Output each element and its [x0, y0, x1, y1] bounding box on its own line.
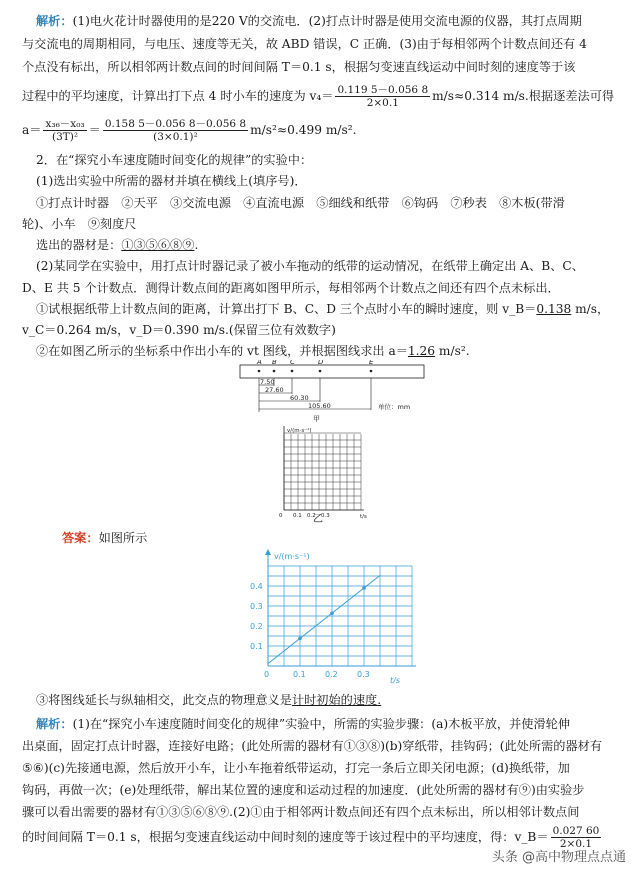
- chart-x-tick-label: 0: [264, 670, 270, 679]
- chart-x-tick-label: 0.2: [325, 670, 338, 679]
- point-c-label: C: [290, 360, 295, 366]
- chart-y-tick-label: 0.2: [250, 622, 263, 631]
- analysis-label-2: 解析：: [36, 717, 73, 731]
- question-2-subq-3: ③将图线延长与纵轴相交，此交点的物理意义是计时初始的速度.: [36, 693, 382, 707]
- y-axis-label: v/(m·s⁻¹): [287, 428, 312, 434]
- chart-series: [268, 575, 380, 663]
- distance-ac-label: 27.60: [265, 386, 284, 394]
- chart-y-tick-label: 0.3: [250, 602, 263, 611]
- analysis-2-line-4: 钩码，再做一次；(e)处理纸带，解出某位置的速度和运动过程的加速度．(此处所需的器材有⑨)由实验步: [22, 783, 585, 797]
- x-axis-label: t/s: [360, 514, 367, 520]
- question-2-options-cont: 轮)、小车 ⑨刻度尺: [22, 217, 137, 231]
- distance-ae-label: 105.60: [308, 402, 331, 410]
- analysis-1-line-5: a＝ $\frac{\text{x₃₆－x₀₃}}{\text{(3T)²}}$ ＝ $\frac{0.158 5-0.056 8-0.056 8}{\text{(3×0.1)²}}$ m/s²≈0.499 m/s².: [22, 118, 357, 143]
- question-2-subq-1: ①试根据纸带上计数点间的距离，计算出打下 B、C、D 三个点时小车的瞬时速度，则 v_B＝0.138 m/s，: [36, 302, 610, 316]
- chart-axes: [265, 549, 416, 669]
- answer-label: 答案：: [62, 531, 99, 545]
- chart-y-tick-label: 0.4: [250, 582, 263, 591]
- question-2-line-2: (1)选出实验中所需的器材并填在横线上(填序号)．: [36, 174, 307, 188]
- tape-strip: [240, 365, 424, 378]
- question-2-subq-2: ②在如图乙所示的坐标系中作出小车的 vt 图线，并根据图线求出 a＝1.26 m/s².: [36, 344, 470, 358]
- figure-yi-caption: 乙: [313, 514, 323, 525]
- chart-data-point: [298, 637, 302, 641]
- question-2-subq-1-cont: v_C＝0.264 m/s，v_D＝0.390 m/s.(保留三位有效数字): [22, 323, 336, 337]
- chart-data-point: [330, 611, 334, 615]
- x-tick-1: 0.1: [293, 513, 302, 519]
- intercept-meaning-answer: 计时初始的速度.: [291, 693, 382, 707]
- analysis-2-line-6: 的时间间隔 T＝0.1 s，根据匀变速直线运动中间时刻的速度等于该过程中的平均速度，得：v_B＝ $\frac{0.027 60}{2\times 0.1}$: [22, 825, 600, 850]
- answer-vt-chart: [238, 546, 416, 686]
- question-2-options: ①打点计时器 ②天平 ③交流电源 ④直流电源 ⑤细线和纸带 ⑥钩码 ⑦秒表 ⑧木板(带滑: [36, 196, 565, 210]
- chart-y-arrow: [265, 549, 271, 555]
- chart-grid: [268, 566, 412, 666]
- point-a-label: A: [257, 360, 262, 366]
- analysis-1-line-4: 过程中的平均速度，计算出打下点 4 时小车的速度为 v₄＝ $\frac{0.119 5-0.056 8}{2\times 0.1}$ m/s≈0.314 m/s.根据逐差法可得: [22, 84, 615, 109]
- question-2-title: 2．在“探究小车速度随时间变化的规律”的实验中：: [36, 153, 313, 167]
- question-2-part-2: (2)某同学在实验中，用打点计时器记录了被小车拖动的纸带的运动情况，在纸带上确定出 A、B、C、: [36, 259, 584, 273]
- fraction-vb: $\frac{0.027 60}{2\times 0.1}$: [552, 825, 600, 850]
- x-tick-0: 0: [279, 513, 283, 519]
- analysis-1-line-3: 个点没有标出，所以相邻两计数点间的时间间隔 T＝0.1 s，根据匀变速直线运动中间时刻的速度等于该: [22, 60, 576, 74]
- analysis-2-line-1: 解析：(1)在“探究小车速度随时间变化的规律”实验中，所需的实验步骤：(a)木板平放，并使滑轮伸: [36, 717, 570, 731]
- question-2-part-2-cont: D、E 共 5 个计数点．测得计数点间的距离如图甲所示，每相邻两个计数点之间还有四个点未标出．: [22, 281, 560, 295]
- selected-equipment-answer: ①③⑤⑥⑧⑨: [121, 238, 195, 252]
- x-tick-3: 0.3: [321, 513, 330, 519]
- point-e-label: E: [369, 360, 374, 366]
- empty-vt-grid-figure: [276, 422, 376, 522]
- analysis-2-line-3: ⑤⑥)(c)先接通电源，然后放开小车，让小车拖着纸带运动，打完一条后立即关闭电源；(d)换纸带，加: [22, 761, 570, 775]
- chart-x-tick-label: 0.3: [357, 670, 370, 679]
- chart-data-point: [362, 586, 366, 590]
- analysis-1-line-2: 与交流电的周期相同，与电压、速度等无关，故 ABD 错误，C 正确．(3)由于每相邻两个计数点间还有 4: [22, 37, 587, 51]
- chart-y-tick-label: 0.1: [250, 642, 263, 651]
- chart-x-axis-label: t/s: [390, 676, 400, 685]
- analysis-1-line-1: 解析：(1)电火花计时器使用的是220 V的交流电．(2)打点计时器是使用交流电源的仪器，其打点周期: [36, 14, 582, 28]
- analysis-2-line-5: 骤可以看出需要的器材有①③⑤⑥⑧⑨.(2)①由于相邻两计数点间还有四个点未标出，所以相邻计数点间: [22, 805, 580, 819]
- analysis-2-line-2: 出桌面，固定打点计时器，连接好电路；(此处所需的器材有①③⑧)(b)穿纸带，挂钩码；(此处所需的器材有: [22, 739, 603, 753]
- vb-answer: 0.138: [536, 302, 572, 316]
- question-2-selected: 选出的器材是：①③⑤⑥⑧⑨.: [36, 238, 199, 252]
- answer-line: 答案：如图所示: [62, 531, 148, 545]
- analysis-label: 解析：: [36, 14, 73, 28]
- watermark: 头条 @高中物理点点通: [491, 850, 626, 865]
- x-tick-2: 0.2: [307, 513, 316, 519]
- tape-unit-label: 单位：mm: [378, 403, 411, 411]
- grid-lines: [284, 433, 361, 510]
- point-d-label: D: [318, 360, 324, 366]
- acceleration-answer: 1.26: [407, 344, 436, 358]
- chart-y-axis-label: v/(m·s⁻¹): [274, 552, 310, 561]
- fraction-v4: $\frac{0.119 5-0.056 8}{2\times 0.1}$: [337, 84, 429, 109]
- distance-ab-label: 7.50: [260, 378, 275, 386]
- distance-ad-label: 60.30: [290, 394, 309, 402]
- chart-x-tick-label: 0.1: [293, 670, 306, 679]
- fraction-a-numeric: $\frac{0.158 5-0.056 8-0.056 8}{\text{(3×0.1)²}}$: [104, 118, 247, 143]
- fraction-a-symbolic: $\frac{\text{x₃₆－x₀₃}}{\text{(3T)²}}$: [45, 118, 85, 143]
- point-b-label: B: [272, 360, 277, 366]
- figure-jia-caption: 甲: [313, 415, 320, 423]
